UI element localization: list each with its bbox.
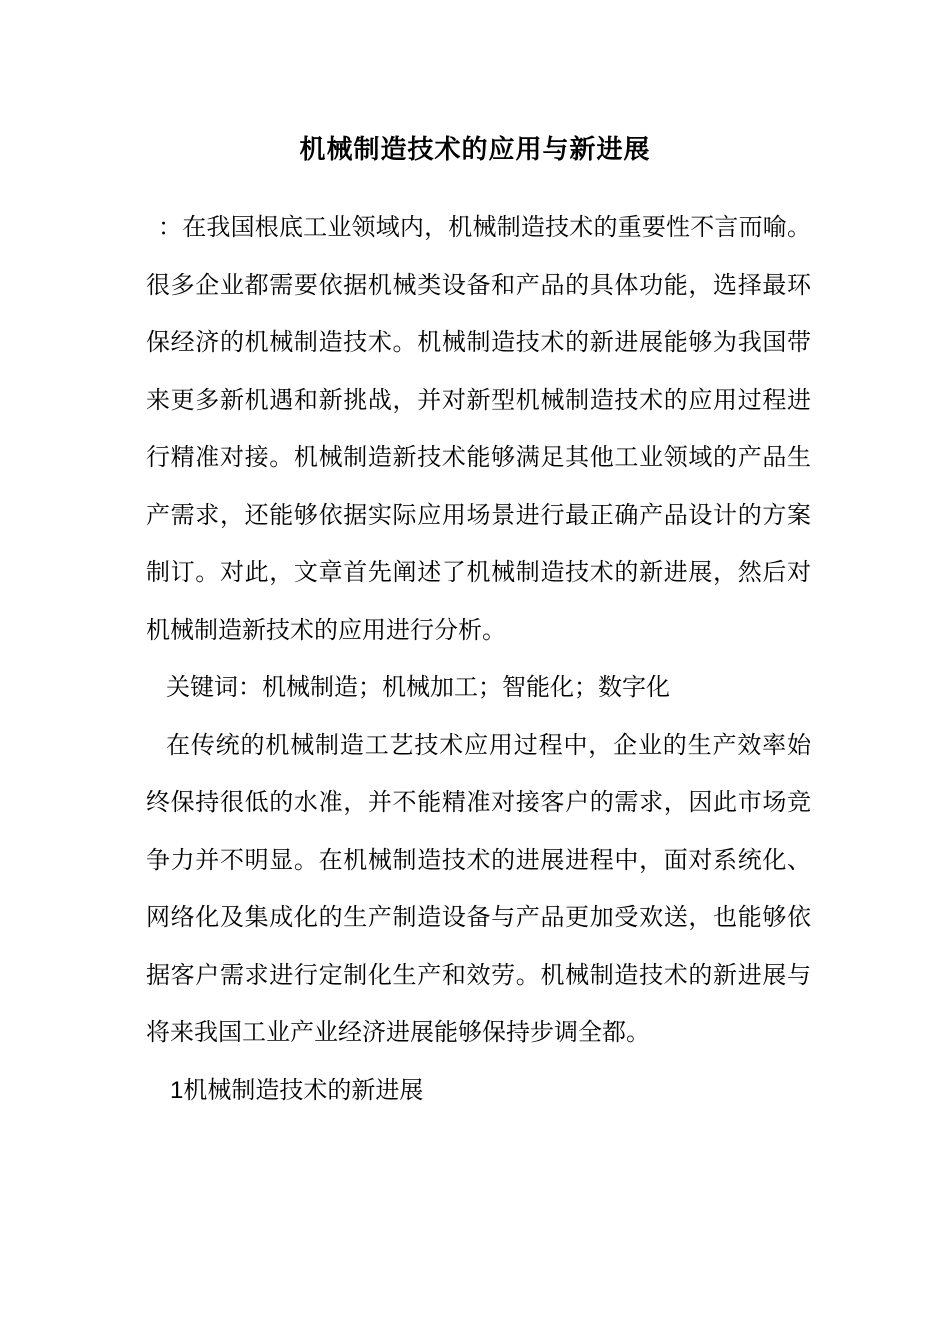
section-heading: [146, 1062, 811, 1120]
document-title: 机械制造技术的应用与新进展: [299, 135, 651, 165]
section-number: 1: [170, 1076, 184, 1104]
intro-paragraph: 在传统的机械制造工艺技术应用过程中，企业的生产效率始终保持很低的水准，并不能精准对接客户的需求，因此市场竞争力并不明显。在机械制造技术的进展进程中，面对系统化、网络化及集成化的生产制造设备与产品更加受欢送，也能够依据客户需求进行定制化生产和效劳。机械制造技术的新进展与将来我国工业产业经济进展能够保持步调全都。: [146, 730, 811, 1046]
section-title: 机械制造技术的新进展: [183, 1075, 424, 1104]
keywords-line: 关键词：机械制造；机械加工；智能化；数字化: [166, 673, 670, 701]
document-body: [146, 199, 811, 1119]
abstract-paragraph: ：在我国根底工业领域内，机械制造技术的重要性不言而喻。很多企业都需要依据机械类设备和产品的具体功能，选择最环保经济的机械制造技术。机械制造技术的新进展能够为我国带来更多新机遇和新挑战，并对新型机械制造技术的应用过程进行精准对接。机械制造新技术能够满足其他工业领域的产品生产需求，还能够依据实际应用场景进行最正确产品设计的方案制订。对此，文章首先阐述了机械制造技术的新进展，然后对机械制造新技术的应用进行分析。: [146, 213, 811, 644]
